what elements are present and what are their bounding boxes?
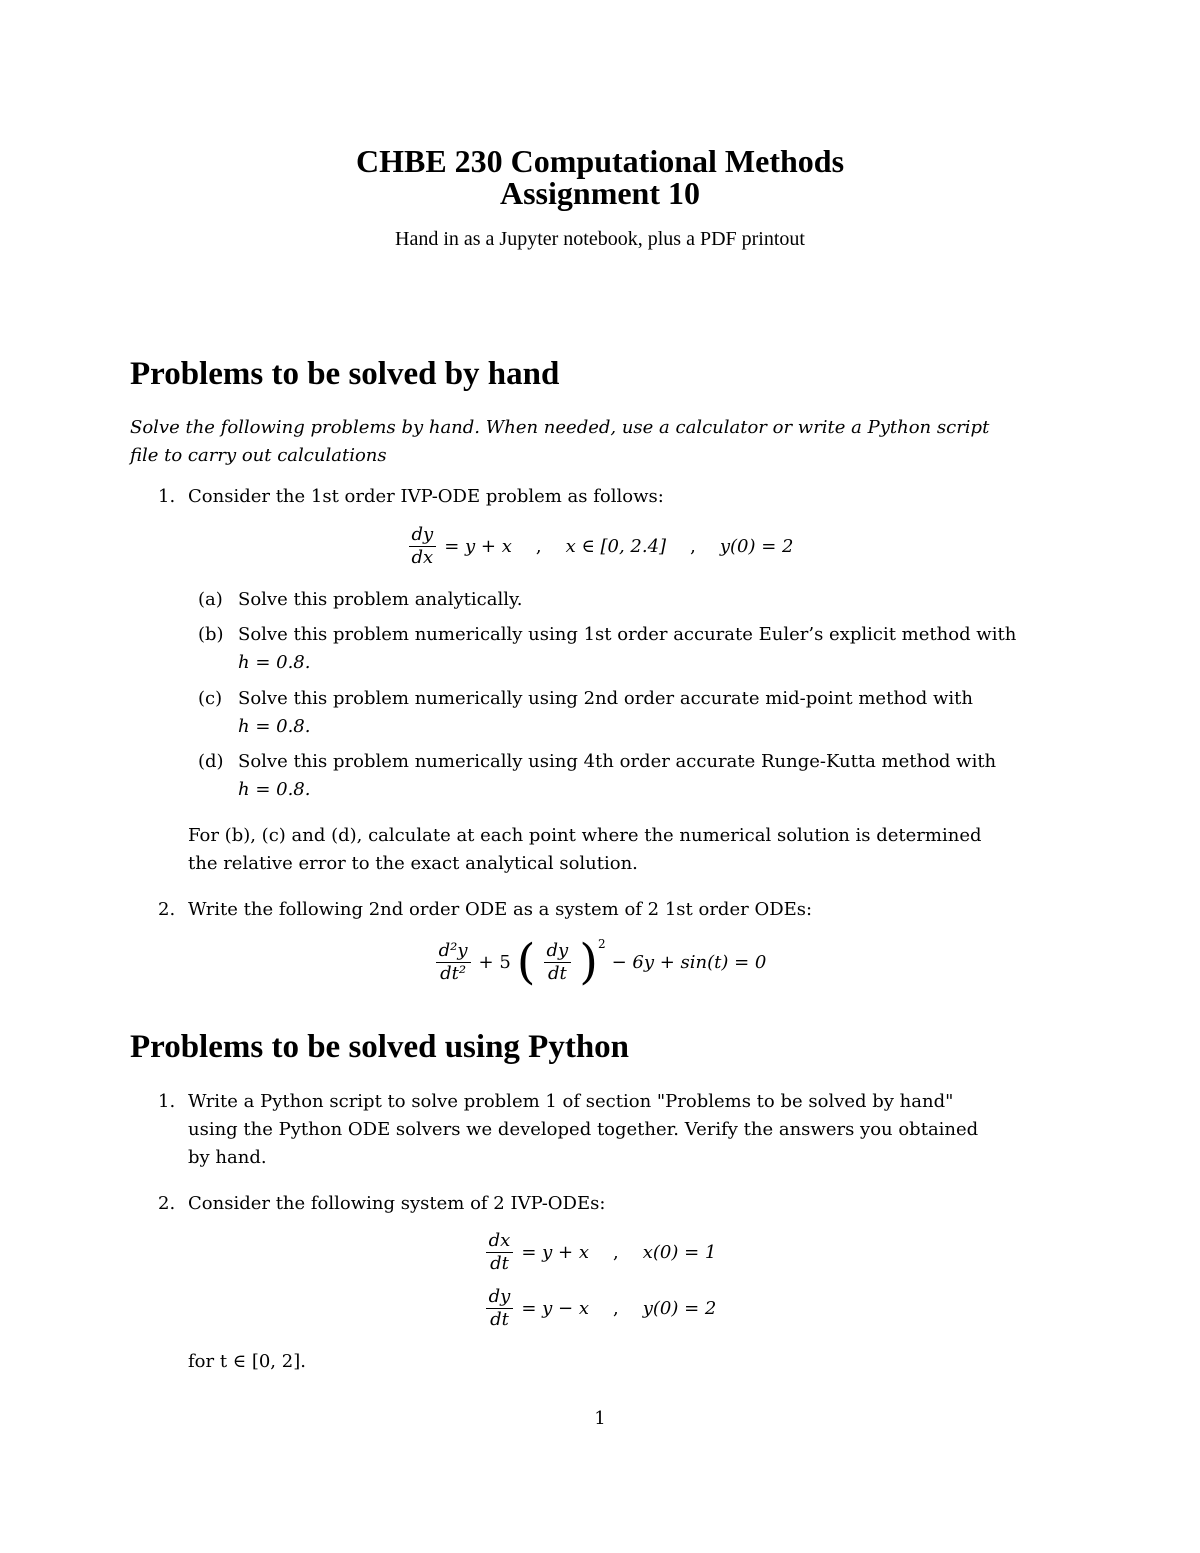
section-heading-by-hand: Problems to be solved by hand: [130, 356, 560, 392]
time-interval-text: for t ∈ [0, 2].: [188, 1351, 306, 1372]
equation-system-2: $\frac{dy}{dt}$ = y − x , y(0) = 2: [0, 1286, 1200, 1331]
problem-note-line-1: For (b), (c) and (d), calculate at each point where the numerical solution is determined: [188, 825, 982, 846]
title-line-1: CHBE 230 Computational Methods: [355, 143, 845, 179]
subitem-text-cont: h = 0.8.: [238, 716, 311, 737]
subitem-text-cont: h = 0.8.: [238, 652, 311, 673]
subitem-text: Solve this problem numerically using 1st order accurate Euler’s explicit method with: [238, 624, 1017, 645]
subitem-text: Solve this problem numerically using 2nd order accurate mid-point method with: [238, 688, 973, 709]
hand-in-note: Hand in as a Jupyter notebook, plus a PDF printout: [395, 228, 805, 250]
problem-number: 1.: [158, 486, 176, 507]
subitem-label: (b): [198, 624, 224, 645]
section-heading-python: Problems to be solved using Python: [130, 1029, 630, 1065]
section-intro-line-1: Solve the following problems by hand. When needed, use a calculator or write a Python script: [130, 417, 990, 438]
problem-text-line-1: Write a Python script to solve problem 1 of section "Problems to be solved by hand": [188, 1091, 954, 1112]
problem-note-line-2: the relative error to the exact analytical solution.: [188, 853, 638, 874]
equation-ivp-1: $\frac{dy}{dx}$ = y + x , x ∈ [0, 2.4] , y(0) = 2: [0, 524, 1200, 569]
equation-system-1: $\frac{dx}{dt}$ = y + x , x(0) = 1: [0, 1230, 1200, 1275]
subitem-text: Solve this problem numerically using 4th order accurate Runge-Kutta method with: [238, 751, 997, 772]
subitem-text-cont: h = 0.8.: [238, 779, 311, 800]
fraction-dy-dx: $\frac{dy}{dx}$: [409, 524, 437, 569]
problem-number: 2.: [158, 1193, 176, 1214]
title-line-2: Assignment 10: [499, 175, 700, 211]
fraction-dy-dt: $\frac{dy}{dt}$: [486, 1286, 514, 1331]
section-intro-line-2: file to carry out calculations: [130, 445, 387, 466]
problem-text: Consider the 1st order IVP-ODE problem as follows:: [188, 486, 664, 507]
fraction-dy-dt: $\frac{dy}{dt}$: [544, 940, 572, 985]
problem-number: 1.: [158, 1091, 176, 1112]
fraction-d2y-dt2: $\frac{\text{d²y}}{\text{dt²}}$: [436, 940, 471, 985]
problem-text: Write the following 2nd order ODE as a system of 2 1st order ODEs:: [188, 899, 813, 920]
problem-text-line-2: using the Python ODE solvers we developed together. Verify the answers you obtained: [188, 1119, 979, 1140]
fraction-dx-dt: $\frac{dx}{dt}$: [486, 1230, 514, 1275]
problem-text: Consider the following system of 2 IVP-ODEs:: [188, 1193, 606, 1214]
problem-text-line-3: by hand.: [188, 1147, 267, 1168]
problem-number: 2.: [158, 899, 176, 920]
subitem-label: (d): [198, 751, 224, 772]
subitem-text: Solve this problem analytically.: [238, 589, 523, 610]
subitem-label: (c): [198, 688, 223, 709]
page-number: 1: [594, 1408, 606, 1429]
subitem-label: (a): [198, 589, 223, 610]
equation-2nd-order-ode: $\frac{\text{d²y}}{\text{dt²}}$ + 5 ( $\frac{dy}{dt}$ ) 2 − 6y + sin(t) = 0: [0, 938, 1200, 986]
